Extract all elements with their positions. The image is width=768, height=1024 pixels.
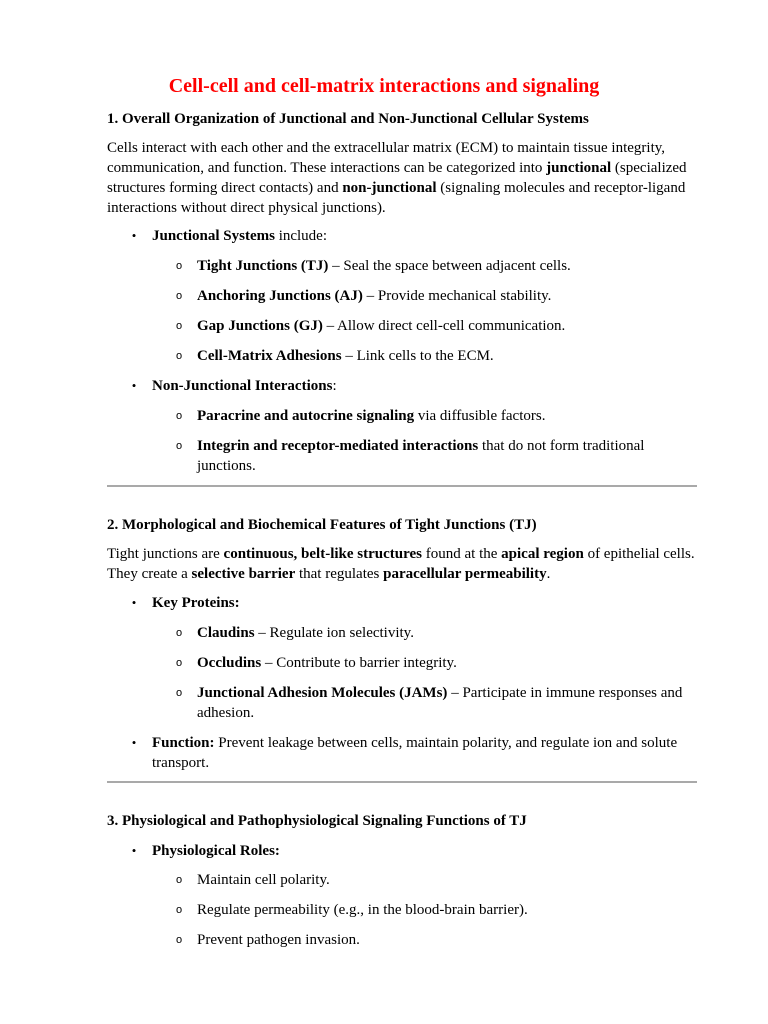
sub-list-item-integrin: o Integrin and receptor-mediated interactions that do not form traditional junctions. [175, 438, 645, 474]
sub-bullet-marker: o [175, 627, 183, 639]
sub-bullet-marker: o [175, 320, 183, 332]
sub-list-item-anchoring-junctions: o Anchoring Junctions (AJ) – Provide mechanical stability. [175, 288, 552, 304]
sub-bullet-marker: o [175, 657, 183, 669]
bullet-marker: • [131, 378, 137, 393]
bullet-marker: • [131, 595, 137, 610]
sub-list-item-cell-matrix-adhesions: o Cell-Matrix Adhesions – Link cells to the ECM. [175, 348, 494, 364]
sub-bullet-marker: o [175, 904, 183, 916]
sub-bullet-marker: o [175, 934, 183, 946]
list-item-non-junctional: • Non-Junctional Interactions: [152, 376, 699, 396]
sub-bullet-marker: o [175, 874, 183, 886]
list-item-physiological-roles: • Physiological Roles: [152, 841, 699, 861]
sub-list-item-permeability: o Regulate permeability (e.g., in the blood-brain barrier). [175, 902, 528, 918]
sub-bullet-marker: o [175, 350, 183, 362]
sub-list-item-gap-junctions: o Gap Junctions (GJ) – Allow direct cell-cell communication. [175, 318, 566, 334]
sub-bullet-marker: o [175, 290, 183, 302]
sub-bullet-marker: o [175, 440, 183, 452]
section-divider [107, 485, 697, 487]
sub-list-item-claudins: o Claudins – Regulate ion selectivity. [175, 625, 414, 641]
list-item-key-proteins: • Key Proteins: [152, 593, 699, 613]
sub-list-item-paracrine: o Paracrine and autocrine signaling via diffusible factors. [175, 408, 546, 424]
list-item-junctional-systems: • Junctional Systems include: [152, 226, 699, 246]
section-1-heading: 1. Overall Organization of Junctional and Non-Junctional Cellular Systems [107, 111, 589, 127]
bullet-marker: • [131, 843, 137, 858]
sub-list-item-pathogen: o Prevent pathogen invasion. [175, 932, 360, 948]
section-2-heading: 2. Morphological and Biochemical Features of Tight Junctions (TJ) [107, 517, 537, 533]
section-1-intro: Cells interact with each other and the extracellular matrix (ECM) to maintain tissue integrity, communication, and function. These interactions can be categorized into junctional (specialized structures forming direct contacts) and non-junctional (signaling molecules and receptor-ligand interactions without direct physical junctions). [107, 140, 687, 216]
document-title: Cell-cell and cell-matrix interactions and signaling [168, 75, 600, 97]
sub-list-item-tight-junctions: o Tight Junctions (TJ) – Seal the space between adjacent cells. [175, 258, 571, 274]
sub-bullet-marker: o [175, 687, 183, 699]
sub-bullet-marker: o [175, 260, 183, 272]
sub-list-item-cell-polarity: o Maintain cell polarity. [175, 872, 330, 888]
sub-list-item-occludins: o Occludins – Contribute to barrier integrity. [175, 655, 457, 671]
bullet-marker: • [131, 735, 137, 750]
section-divider [107, 781, 697, 783]
list-item-function: • Function: Prevent leakage between cells, maintain polarity, and regulate ion and solute transport. [152, 733, 699, 773]
section-2-intro: Tight junctions are continuous, belt-like structures found at the apical region of epithelial cells. They create a selective barrier that regulates paracellular permeability. [107, 546, 695, 582]
bullet-marker: • [131, 228, 137, 243]
sub-bullet-marker: o [175, 410, 183, 422]
section-3-heading: 3. Physiological and Pathophysiological Signaling Functions of TJ [107, 813, 527, 829]
sub-list-item-jams: o Junctional Adhesion Molecules (JAMs) – Participate in immune responses and adhesion. [175, 685, 683, 721]
